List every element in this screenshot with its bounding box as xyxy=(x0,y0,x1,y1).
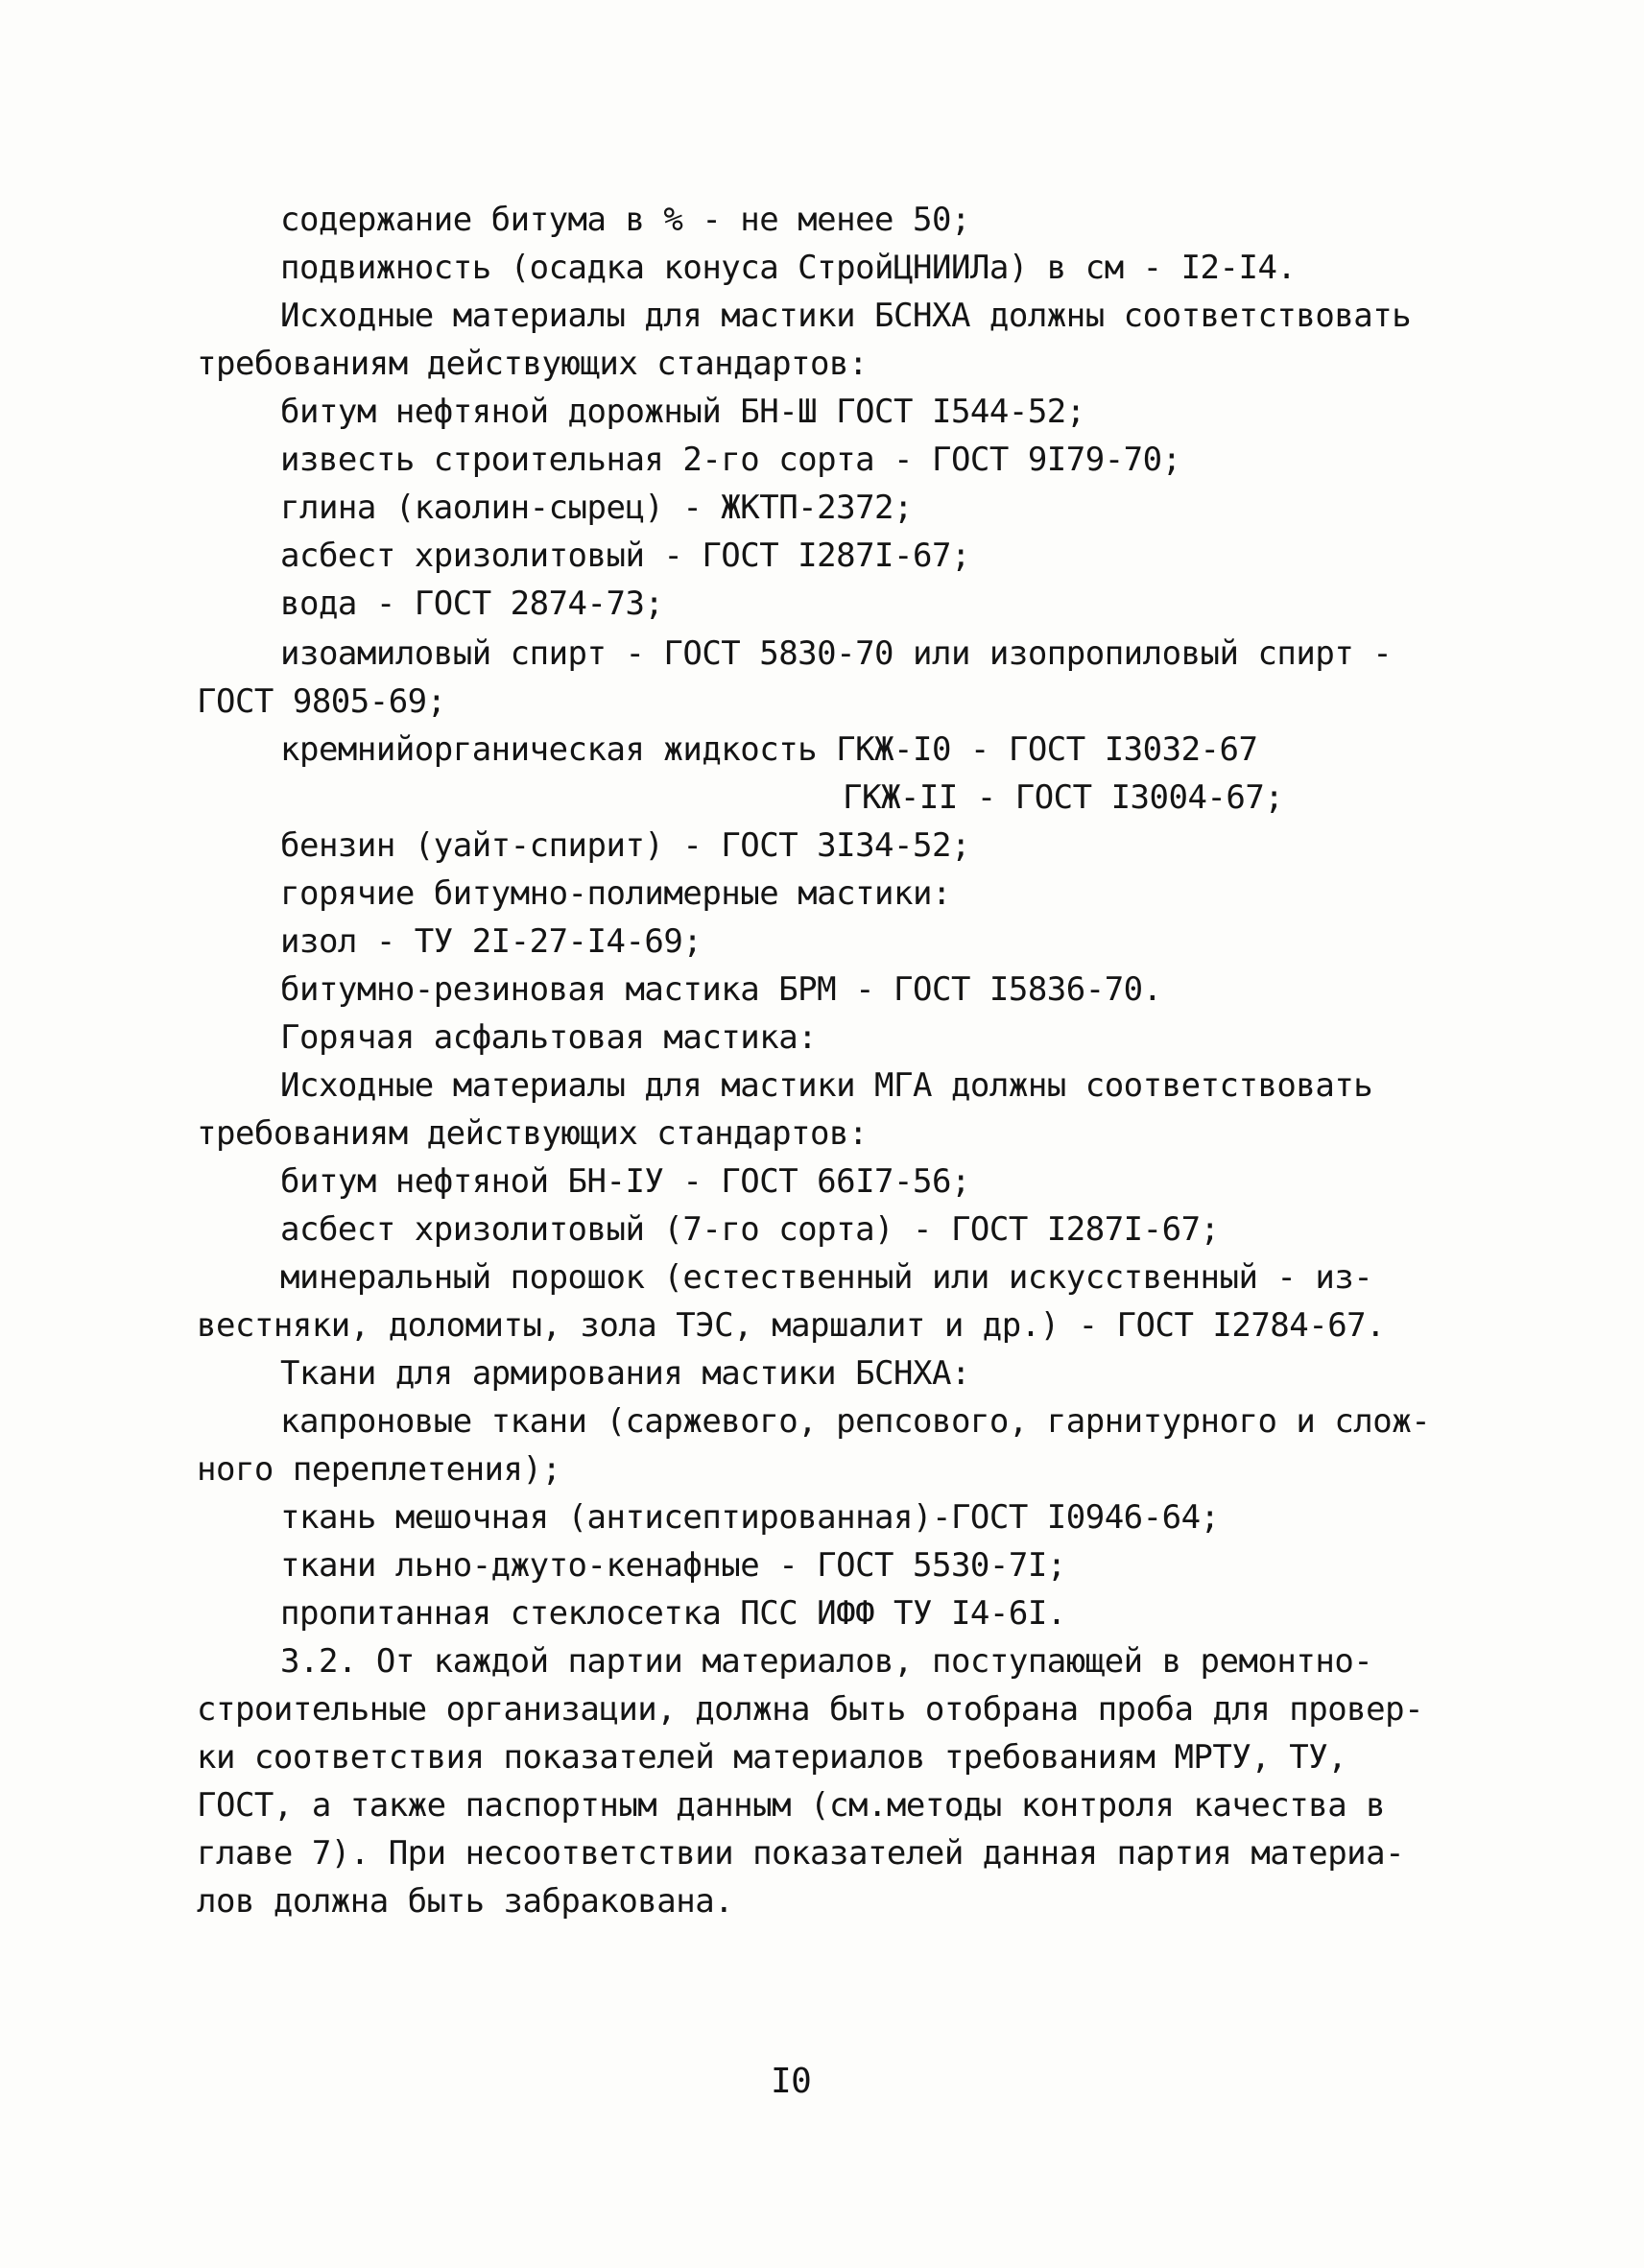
text-line: ГОСТ 9805-69; xyxy=(197,682,446,721)
text-line: ного переплетения); xyxy=(197,1450,561,1489)
text-line: вода - ГОСТ 2874-73; xyxy=(280,585,664,623)
text-line: минеральный порошок (естественный или искусственный - из- xyxy=(280,1258,1373,1297)
text-line: содержание битума в % - не менее 50; xyxy=(280,201,970,239)
text-line: битумно-резиновая мастика БРМ - ГОСТ I5836-70. xyxy=(280,970,1162,1009)
text-line: глина (каолин-сырец) - ЖКТП-2372; xyxy=(280,489,914,527)
text-line: требованиям действующих стандартов: xyxy=(197,345,868,383)
text-line: вестняки, доломиты, зола ТЭС, маршалит и др.) - ГОСТ I2784-67. xyxy=(197,1306,1386,1345)
text-line: Исходные материалы для мастики БСНХА должны соответствовать xyxy=(280,297,1412,335)
text-line: известь строительная 2-го сорта - ГОСТ 9I79-70; xyxy=(280,441,1181,479)
text-line: строительные организации, должна быть отобрана проба для провер- xyxy=(197,1690,1424,1729)
text-line: подвижность (осадка конуса СтройЦНИИЛа) в см - I2-I4. xyxy=(280,249,1297,287)
text-line: ГКЖ-II - ГОСТ I3004-67; xyxy=(843,778,1284,817)
text-line: кремнийорганическая жидкость ГКЖ-I0 - ГОСТ I3032-67 xyxy=(280,730,1258,769)
text-line: Горячая асфальтовая мастика: xyxy=(280,1018,818,1057)
text-line: требованиям действующих стандартов: xyxy=(197,1114,868,1153)
text-line: 3.2. От каждой партии материалов, поступающей в ремонтно- xyxy=(280,1642,1373,1681)
text-line: ГОСТ, а также паспортным данным (см.методы контроля качества в xyxy=(197,1786,1386,1825)
text-line: пропитанная стеклосетка ПСС ИФФ ТУ I4-6I. xyxy=(280,1594,1066,1633)
text-line: ткани льно-джуто-кенафные - ГОСТ 5530-7I; xyxy=(280,1546,1066,1585)
text-line: изоамиловый спирт - ГОСТ 5830-70 или изопропиловый спирт - xyxy=(280,634,1393,673)
text-line: бензин (уайт-спирит) - ГОСТ 3I34-52; xyxy=(280,826,970,865)
text-line: Исходные материалы для мастики МГА должны соответствовать xyxy=(280,1066,1373,1105)
page-number: I0 xyxy=(771,2062,812,2101)
text-line: изол - ТУ 2I-27-I4-69; xyxy=(280,922,703,961)
text-line: ткань мешочная (антисептированная)-ГОСТ I0946-64; xyxy=(280,1498,1220,1537)
text-line: ки соответствия показателей материалов требованиям МРТУ, ТУ, xyxy=(197,1738,1347,1777)
text-line: лов должна быть забракована. xyxy=(197,1882,734,1921)
text-line: битум нефтяной БН-IУ - ГОСТ 66I7-56; xyxy=(280,1162,970,1201)
text-line: капроновые ткани (саржевого, репсового, гарнитурного и слож- xyxy=(280,1402,1431,1441)
text-line: главе 7). При несоответствии показателей данная партия материа- xyxy=(197,1834,1405,1873)
text-line: горячие битумно-полимерные мастики: xyxy=(280,874,951,913)
text-line: асбест хризолитовый (7-го сорта) - ГОСТ I287I-67; xyxy=(280,1210,1220,1249)
text-line: Ткани для армирования мастики БСНХА: xyxy=(280,1354,970,1393)
text-line: битум нефтяной дорожный БН-Ш ГОСТ I544-52; xyxy=(280,393,1085,431)
text-line: асбест хризолитовый - ГОСТ I287I-67; xyxy=(280,537,970,575)
